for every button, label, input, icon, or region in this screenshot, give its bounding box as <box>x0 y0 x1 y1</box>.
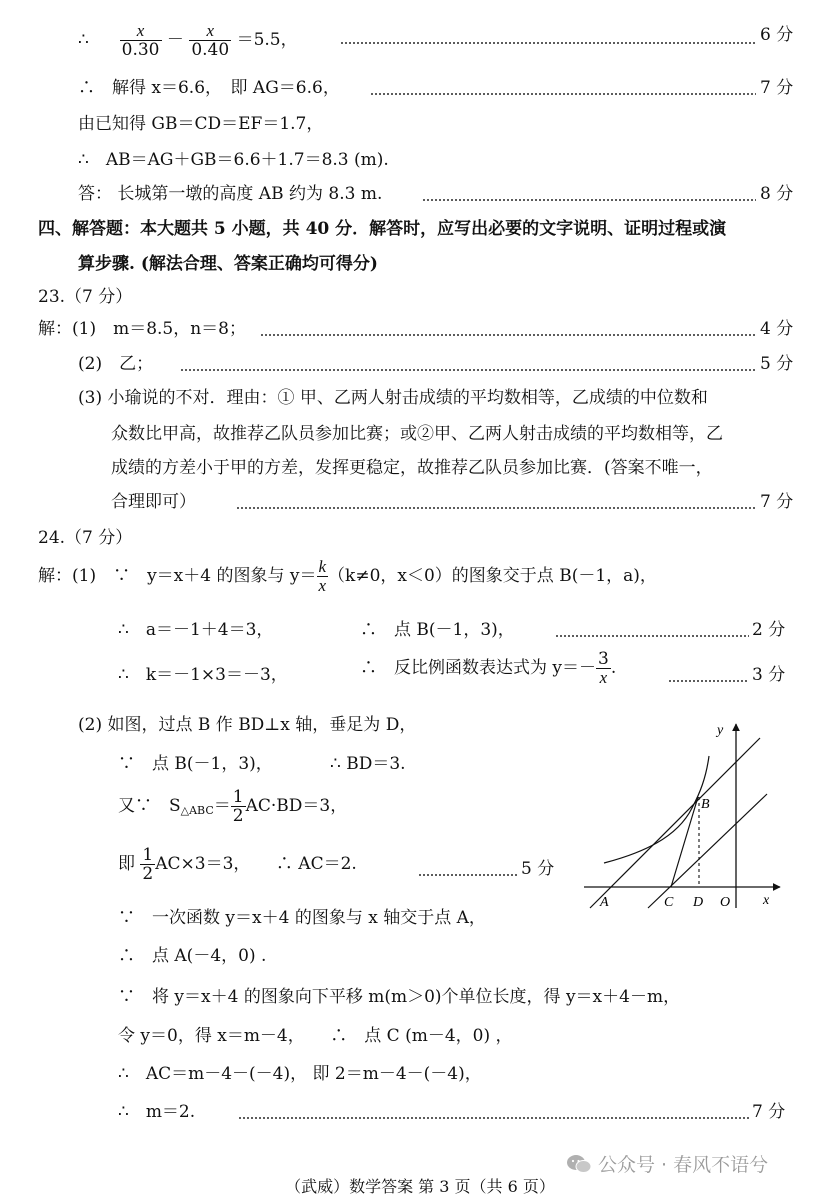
solution-text: AC×3＝3， ∴ AC＝2. <box>155 854 357 874</box>
text-line: ∴ 解得 x＝6.6， 即 AG＝6.6， <box>78 78 340 98</box>
solution-line: ∵ 将 y＝x＋4 的图象向下平移 m(m＞0)个单位长度，得 y＝x＋4－m， <box>118 987 681 1007</box>
wechat-icon <box>566 1154 592 1174</box>
page-footer: （武威）数学答案 第 3 页（共 6 页） <box>285 1177 555 1196</box>
points-label: 7 分 <box>752 1102 786 1122</box>
label-x: x <box>763 893 770 908</box>
therefore-symbol: ∴ <box>78 30 89 50</box>
leader-dots <box>340 42 756 44</box>
leader-dots <box>422 199 756 201</box>
question-title: 24.（7 分） <box>38 528 133 548</box>
fraction: $\frac{k}{x}$ <box>318 557 327 595</box>
answer-part-cont: 合理即可） <box>111 492 196 512</box>
solution-line: (2) 如图，过点 B 作 BD⊥x 轴，垂足为 D， <box>78 715 417 735</box>
solution-text: AC·BD＝3， <box>245 796 348 816</box>
solution-line: ∴ 点 B(－1，3)， <box>360 620 515 640</box>
label-o: O <box>720 895 731 910</box>
minus-sign: － <box>166 30 184 50</box>
solution-line <box>118 846 357 883</box>
points-label: 8 分 <box>760 184 794 204</box>
section-heading: 四、解答题：本大题共 5 小题，共 40 分．解答时，应写出必要的文字说明、证明过程或演 <box>38 219 727 239</box>
solution-text: . <box>610 658 617 678</box>
solution-text: 解：(1) ∵ y＝x＋4 的图象与 y＝ <box>38 566 317 586</box>
leader-dots <box>370 93 756 95</box>
answer-part-cont: 成绩的方差小于甲的方差，发挥更稳定，故推荐乙队员参加比赛．(答案不唯一， <box>111 458 713 478</box>
solution-text: ∴ 反比例函数表达式为 y＝－ <box>360 658 597 678</box>
fraction: $\frac{1}{2}$ <box>142 845 154 884</box>
solution-line: ∴ AC＝m－4－(－4)， 即 2＝m－4－(－4)， <box>118 1064 482 1084</box>
solution-line <box>118 788 347 825</box>
fraction: $\frac{3}{x}$ <box>598 649 609 687</box>
label-d: D <box>693 895 704 910</box>
section-heading-cont: 算步骤. (解法合理、答案正确均可得分) <box>78 254 378 274</box>
points-label: 7 分 <box>760 492 794 512</box>
coordinate-graph <box>582 718 792 913</box>
equation-line <box>78 22 298 59</box>
leader-dots <box>418 874 518 876</box>
points-label: 5 分 <box>521 859 555 879</box>
question-title: 23.（7 分） <box>38 287 133 307</box>
leader-dots <box>180 369 756 371</box>
points-label: 7 分 <box>760 78 794 98</box>
answer-part-cont: 众数比甲高，故推荐乙队员参加比赛；或②甲、乙两人射击成绩的平均数相等，乙 <box>111 424 723 444</box>
equation-rest: ＝5.5， <box>236 30 298 50</box>
leader-dots <box>555 635 749 637</box>
solution-line: ∴ BD＝3. <box>330 754 406 774</box>
watermark-text: 公众号 · 春风不语兮 <box>598 1154 769 1176</box>
watermark <box>566 1150 768 1177</box>
fraction: $\frac{x}{0.30}$ <box>121 21 160 60</box>
hyperbola-curve <box>604 756 709 863</box>
solution-text: 即 <box>118 854 135 874</box>
fraction: $\frac{1}{2}$ <box>232 787 244 826</box>
answer-part: 解：(1) m＝8.5，n＝8； <box>38 319 247 339</box>
answer-line: 答： 长城第一墩的高度 AB 约为 8.3 m. <box>78 184 383 204</box>
label-y: y <box>717 723 724 738</box>
subscript: △ABC <box>180 804 214 817</box>
points-label: 3 分 <box>752 665 786 685</box>
points-label: 2 分 <box>752 620 786 640</box>
solution-line: 令 y＝0，得 x＝m－4， ∴ 点 C (m－4，0) ， <box>118 1026 513 1046</box>
points-label: 4 分 <box>760 319 794 339</box>
solution-line: ∵ 点 B(－1，3)， <box>118 754 273 774</box>
solution-text: （k≠0，x＜0）的图象交于点 B(－1，a)， <box>328 566 657 586</box>
solution-line: ∵ 一次函数 y＝x＋4 的图象与 x 轴交于点 A， <box>118 908 486 928</box>
solution-text: 又∵ S <box>118 796 181 816</box>
solution-line: ∴ k＝－1×3＝－3， <box>118 665 288 685</box>
leader-dots <box>236 507 756 509</box>
label-b: B <box>701 797 710 812</box>
label-c: C <box>664 895 674 910</box>
solution-line: ∴ 点 A(－4，0) . <box>118 946 267 966</box>
fraction: $\frac{x}{0.40}$ <box>191 21 230 60</box>
points-label: 5 分 <box>760 354 794 374</box>
leader-dots <box>260 334 756 336</box>
answer-part: (2) 乙； <box>78 354 154 374</box>
solution-line <box>360 650 616 687</box>
text-line: 由已知得 GB＝CD＝EF＝1.7， <box>78 114 324 134</box>
solution-text: ＝ <box>213 796 231 816</box>
points-label: 6 分 <box>760 25 794 45</box>
text-line: ∴ AB＝AG＋GB＝6.6＋1.7＝8.3 (m). <box>78 150 389 170</box>
label-a: A <box>600 895 609 910</box>
solution-line: ∴ m＝2. <box>118 1102 196 1122</box>
solution-line <box>38 558 657 595</box>
leader-dots <box>238 1117 750 1119</box>
solution-line: ∴ a＝－1＋4＝3， <box>118 620 274 640</box>
leader-dots <box>668 680 749 682</box>
answer-part: (3) 小瑜说的不对．理由：① 甲、乙两人射击成绩的平均数相等，乙成绩的中位数和 <box>78 388 708 408</box>
